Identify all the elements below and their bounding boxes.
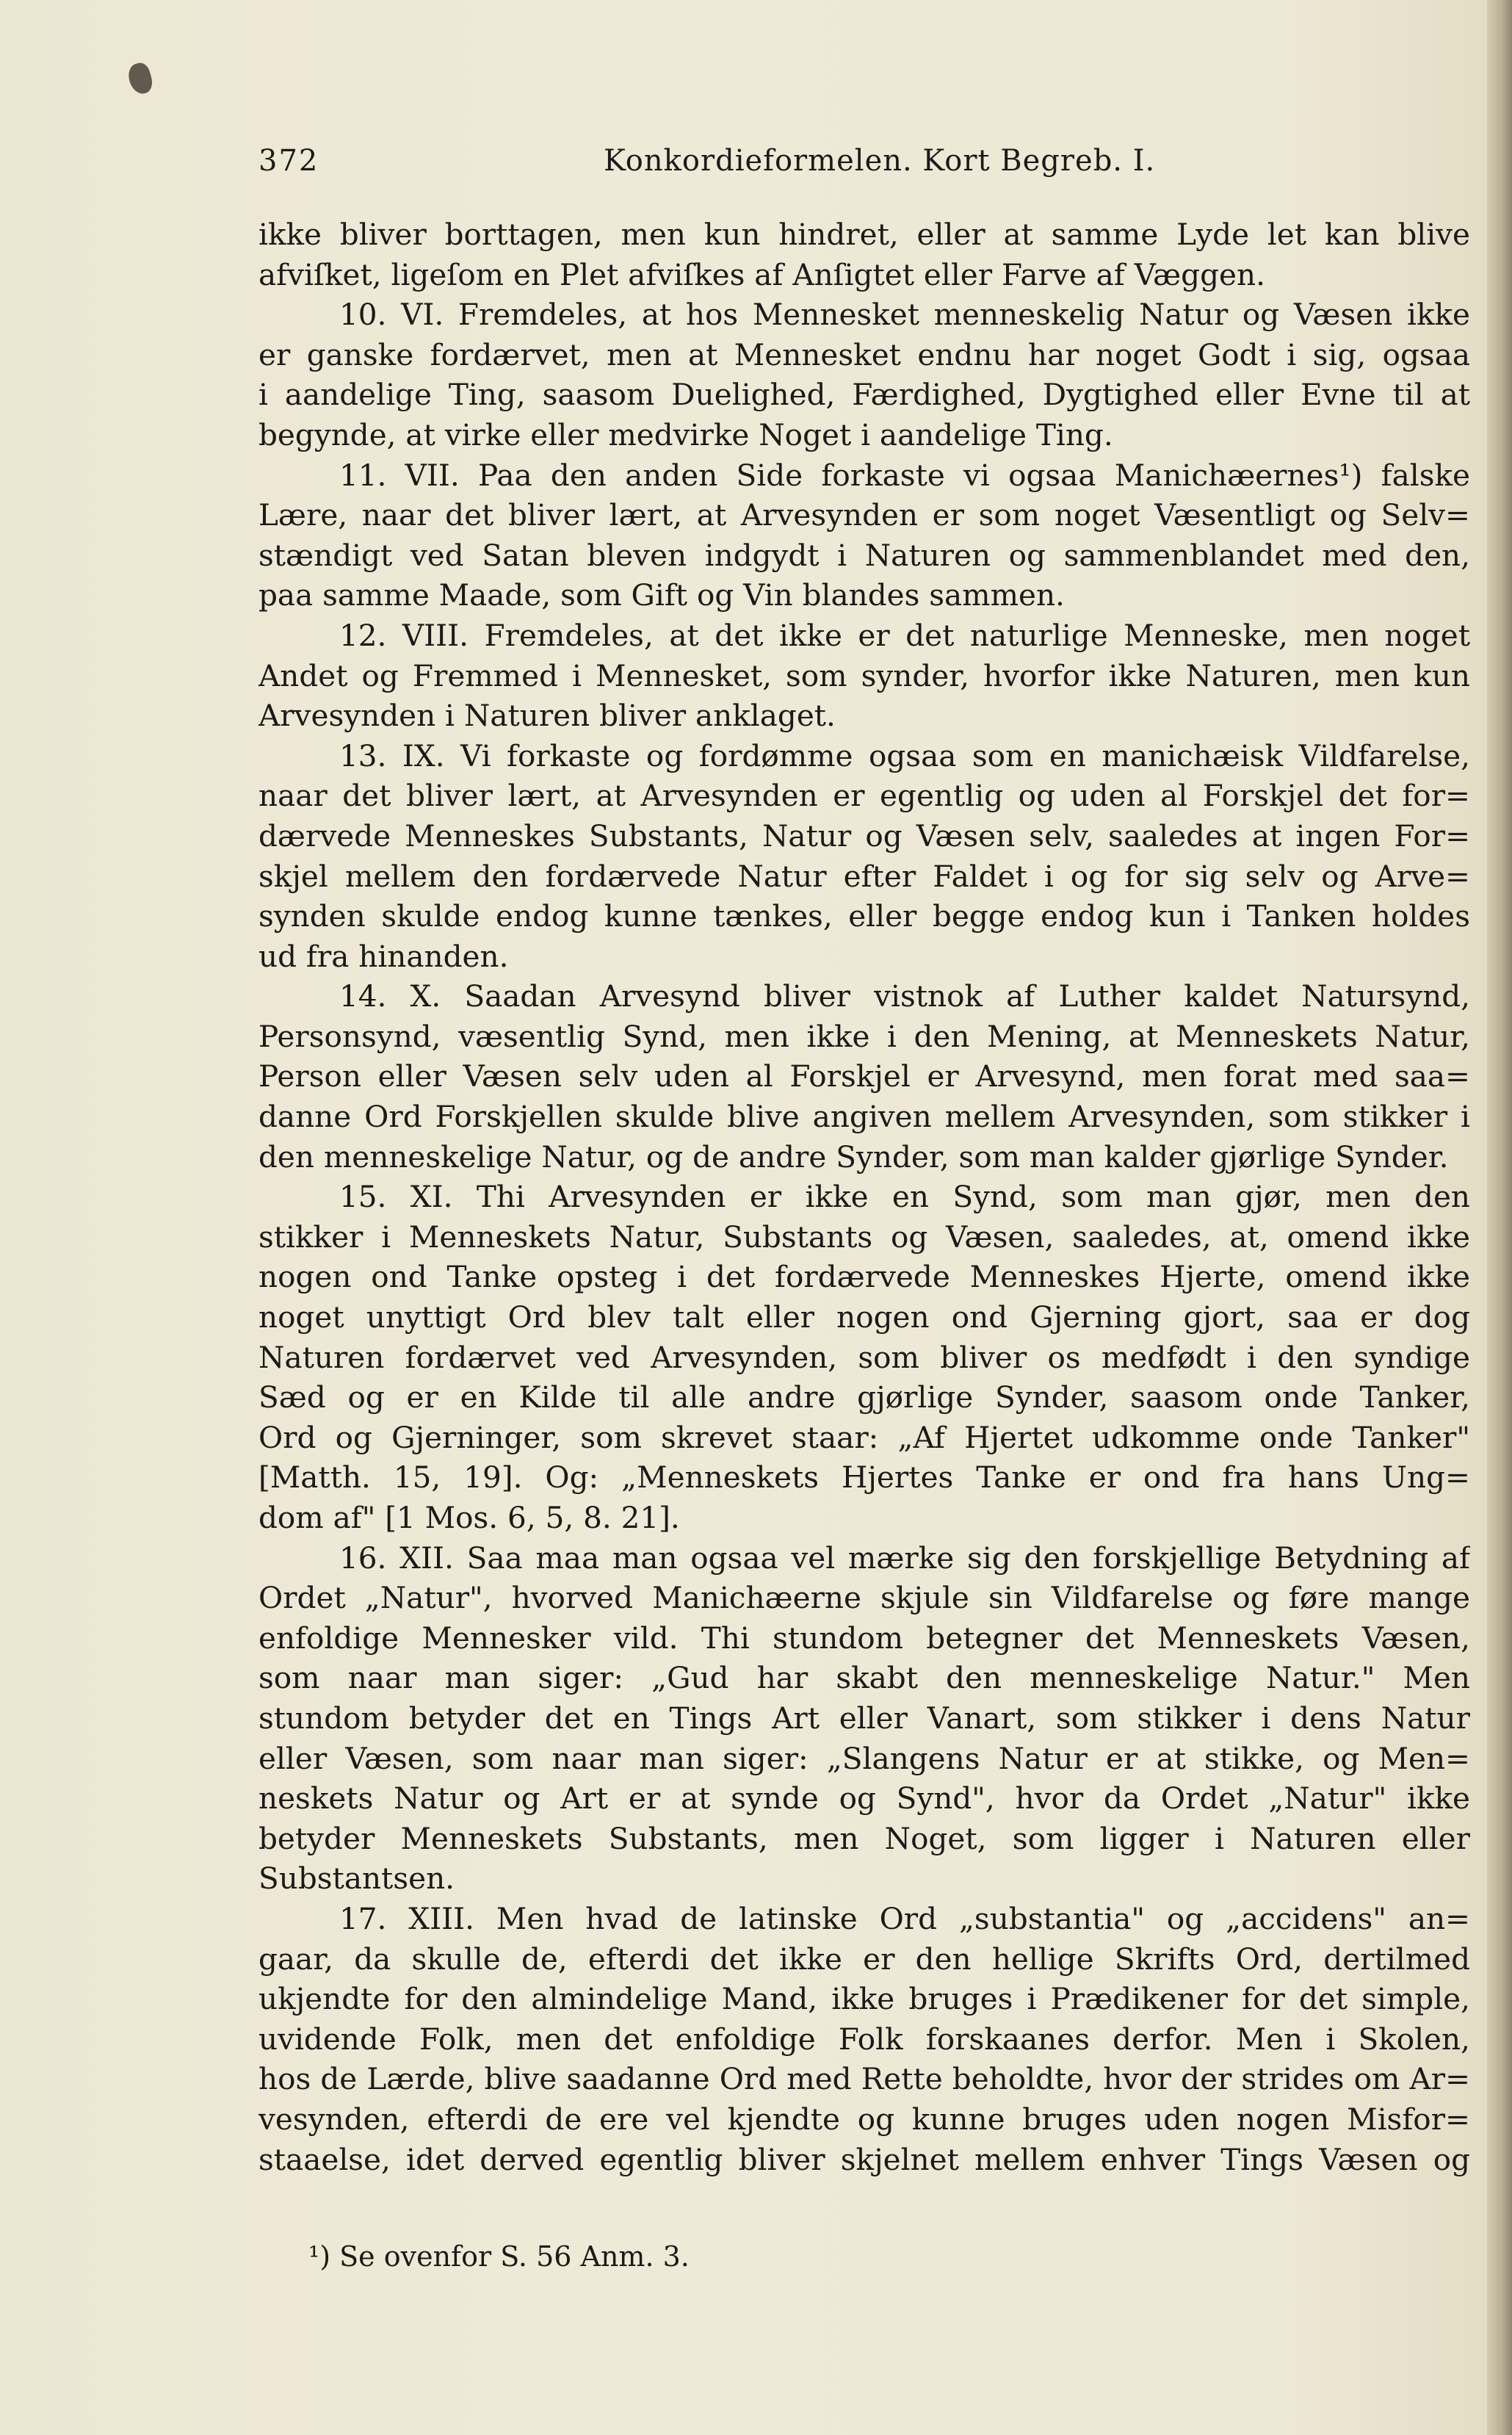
text-line: staaelse, idet derved egentlig bliver skjelnet mellem enhver Tings Væsen og bbox=[258, 2141, 1470, 2177]
text-line: paa samme Maade, som Gift og Vin blandes sammen. bbox=[258, 577, 1065, 613]
text-line: eller Væsen, som naar man siger: „Slangens Natur er at stikke, og Men= bbox=[258, 1740, 1470, 1776]
page-header bbox=[258, 140, 1448, 184]
footnote: ¹) Se ovenfor S. 56 Anm. 3. bbox=[308, 2240, 690, 2273]
text-line: den menneskelige Natur, og de andre Synder, som man kalder gjørlige Synder. bbox=[258, 1139, 1449, 1175]
text-line: stændigt ved Satan bleven indgydt i Naturen og sammenblandet med den, bbox=[258, 537, 1470, 573]
text-line: Ordet „Natur", hvorved Manichæerne skjule sin Vildfarelse og føre mange bbox=[258, 1580, 1470, 1616]
page-edge bbox=[1487, 0, 1512, 2435]
text-line: Personsynd, væsentlig Synd, men ikke i den Mening, at Menneskets Natur, bbox=[258, 1018, 1470, 1054]
body-text bbox=[258, 214, 1470, 2179]
text-line: stundom betyder det en Tings Art eller Vanart, som stikker i dens Natur bbox=[258, 1700, 1470, 1736]
text-line: uvidende Folk, men det enfoldige Folk forskaanes derfor. Men i Skolen, bbox=[258, 2021, 1470, 2057]
text-line: i aandelige Ting, saasom Duelighed, Færdighed, Dygtighed eller Evne til at bbox=[258, 377, 1470, 413]
text-line: [Matth. 15, 19]. Og: „Menneskets Hjertes Tanke er ond fra hans Ung= bbox=[258, 1460, 1470, 1496]
text-line: 10. VI. Fremdeles, at hos Mennesket menneskelig Natur og Væsen ikke bbox=[339, 297, 1470, 333]
text-line: Substantsen. bbox=[258, 1861, 455, 1897]
text-line: betyder Menneskets Substants, men Noget, som ligger i Naturen eller bbox=[258, 1820, 1470, 1856]
text-line: Sæd og er en Kilde til alle andre gjørlige Synder, saasom onde Tanker, bbox=[258, 1379, 1470, 1415]
text-line: 15. XI. Thi Arvesynden er ikke en Synd, som man gjør, men den bbox=[339, 1179, 1470, 1215]
text-line: naar det bliver lært, at Arvesynden er egentlig og uden al Forskjel det for= bbox=[258, 778, 1470, 814]
text-line: Arvesynden i Naturen bliver anklaget. bbox=[258, 698, 836, 734]
text-line: som naar man siger: „Gud har skabt den menneskelige Natur." Men bbox=[258, 1660, 1470, 1696]
text-line: 11. VII. Paa den anden Side forkaste vi ogsaa Manichæernes¹) falske bbox=[339, 457, 1470, 493]
running-title: Konkordieformelen. Kort Begreb. I. bbox=[604, 144, 1156, 178]
text-line: skjel mellem den fordærvede Natur efter Faldet i og for sig selv og Arve= bbox=[258, 858, 1470, 894]
text-line: 16. XII. Saa maa man ogsaa vel mærke sig den forskjellige Betydning af bbox=[339, 1540, 1470, 1576]
text-line: Andet og Fremmed i Mennesket, som synder, hvorfor ikke Naturen, men kun bbox=[258, 657, 1470, 693]
ink-stain bbox=[126, 61, 155, 96]
text-line: stikker i Menneskets Natur, Substants og Væsen, saaledes, at, omend ikke bbox=[258, 1219, 1470, 1255]
text-line: hos de Lærde, blive saadanne Ord med Rette beholdte, hvor der strides om Ar= bbox=[258, 2061, 1470, 2097]
text-line: nogen ond Tanke opsteg i det fordærvede Menneskes Hjerte, omend ikke bbox=[258, 1259, 1470, 1295]
text-line: 13. IX. Vi forkaste og fordømme ogsaa som en manichæisk Vildfarelse, bbox=[339, 737, 1470, 773]
text-line: 12. VIII. Fremdeles, at det ikke er det naturlige Menneske, men noget bbox=[339, 617, 1470, 653]
text-line: ud fra hinanden. bbox=[258, 938, 509, 974]
text-line: synden skulde endog kunne tænkes, eller begge endog kun i Tanken holdes bbox=[258, 898, 1470, 934]
text-line: enfoldige Mennesker vild. Thi stundom betegner det Menneskets Væsen, bbox=[258, 1620, 1470, 1656]
text-line: gaar, da skulle de, efterdi det ikke er den hellige Skrifts Ord, dertilmed bbox=[258, 1941, 1470, 1977]
text-line: vesynden, efterdi de ere vel kjendte og kunne bruges uden nogen Misfor= bbox=[258, 2101, 1470, 2137]
text-line: ikke bliver borttagen, men kun hindret, eller at samme Lyde let kan blive bbox=[258, 217, 1470, 252]
text-line: Ord og Gjerninger, som skrevet staar: „Af Hjertet udkomme onde Tanker" bbox=[258, 1419, 1470, 1455]
text-line: Person eller Væsen selv uden al Forskjel er Arvesynd, men forat med saa= bbox=[258, 1058, 1470, 1094]
text-line: Lære, naar det bliver lært, at Arvesynden er som noget Væsentligt og Selv= bbox=[258, 497, 1470, 533]
text-line: dærvede Menneskes Substants, Natur og Væsen selv, saaledes at ingen For= bbox=[258, 818, 1470, 854]
text-line: 14. X. Saadan Arvesynd bliver vistnok af Luther kaldet Natursynd, bbox=[339, 978, 1470, 1014]
text-line: 17. XIII. Men hvad de latinske Ord „substantia" og „accidens" an= bbox=[339, 1900, 1470, 1936]
text-line: Naturen fordærvet ved Arvesynden, som bliver os medfødt i den syndige bbox=[258, 1339, 1470, 1375]
text-line: dom af" [1 Mos. 6, 5, 8. 21]. bbox=[258, 1500, 680, 1535]
text-line: danne Ord Forskjellen skulde blive angiven mellem Arvesynden, som stikker i bbox=[258, 1099, 1470, 1135]
text-line: ukjendte for den almindelige Mand, ikke bruges i Prædikener for det simple, bbox=[258, 1981, 1470, 2017]
page-number: 372 bbox=[258, 144, 319, 178]
text-line: noget unyttigt Ord blev talt eller nogen ond Gjerning gjort, saa er dog bbox=[258, 1299, 1470, 1335]
text-line: afviſket, ligeſom en Plet afviſkes af Anſigtet eller Farve af Væggen. bbox=[258, 256, 1265, 292]
text-line: er ganske fordærvet, men at Mennesket endnu har noget Godt i sig, ogsaa bbox=[258, 336, 1470, 372]
text-line: neskets Natur og Art er at synde og Synd", hvor da Ordet „Natur" ikke bbox=[258, 1781, 1470, 1817]
text-line: begynde, at virke eller medvirke Noget i aandelige Ting. bbox=[258, 416, 1113, 452]
